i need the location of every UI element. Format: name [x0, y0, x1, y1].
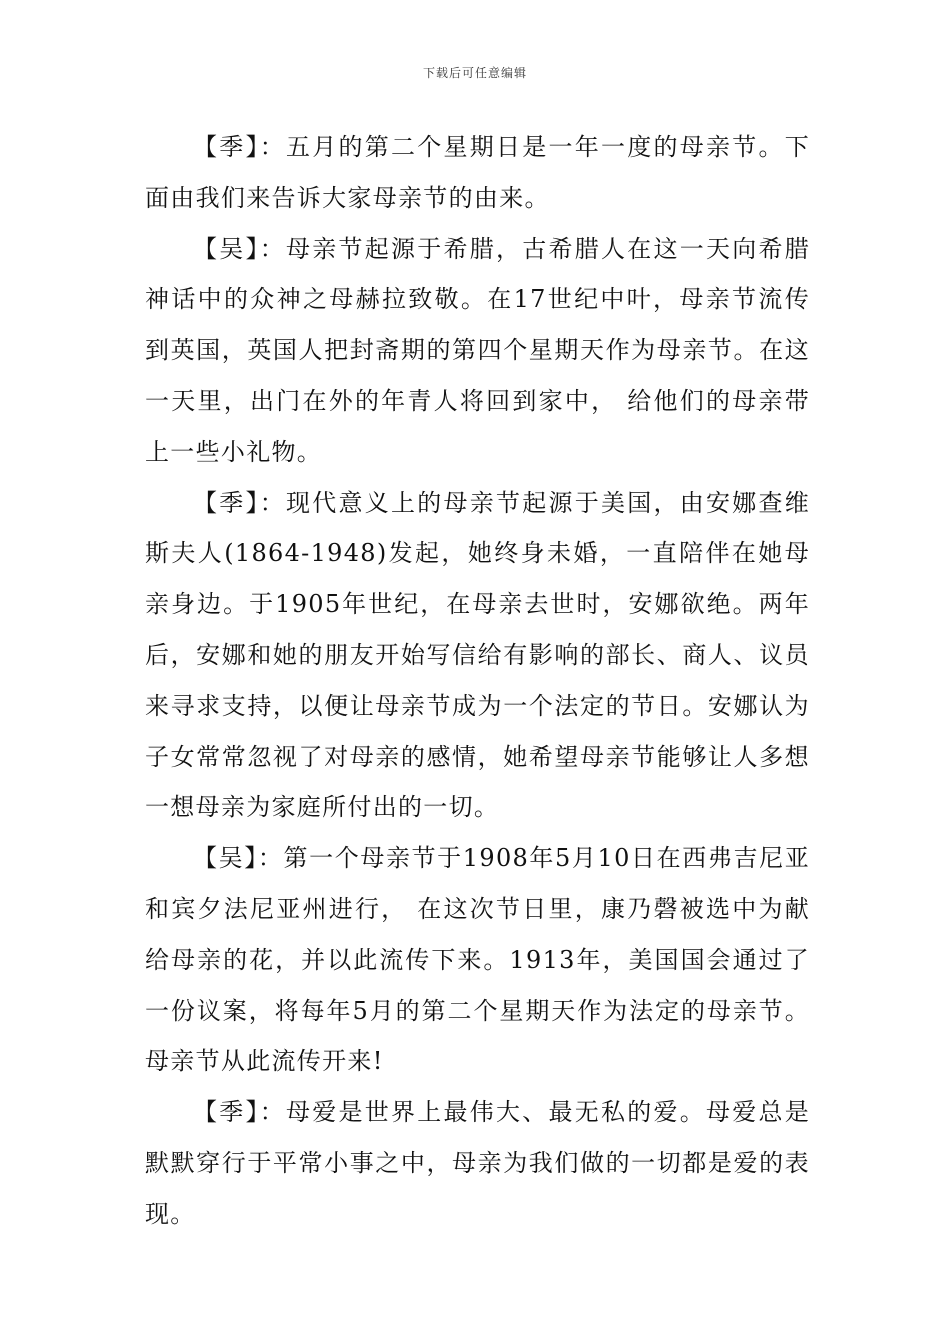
speaker-label: 【季】 [193, 1098, 260, 1127]
page-header: 下载后可任意编辑 [422, 66, 527, 80]
paragraph [145, 833, 810, 1087]
paragraph-text: ：现代意义上的母亲节起源于美国，由安娜查维斯夫人(1864-1948)发起，她终身未婚，一直陪伴在她母亲身边。于1905年世纪，在母亲去世时，安娜欲绝。两年后，安娜和她的朋友开始写信给有影响的部长、商人、议员来寻求支持，以便让母亲节成为一个法定的节日。安娜认为子女常常忽视了对母亲的感情，她希望母亲节能够让人多想一想母亲为家庭所付出的一切。 [145, 488, 810, 822]
paragraph-text: ：母亲节起源于希腊，古希腊人在这一天向希腊神话中的众神之母赫拉致敬。在17世纪中叶，母亲节流传到英国，英国人把封斋期的第四个星期天作为母亲节。在这一天里，出门在外的年青人将回到家中， 给他们的母亲带上一些小礼物。 [145, 234, 810, 466]
speaker-label: 【吴】 [193, 234, 260, 263]
paragraph-text: ：母爱是世界上最伟大、最无私的爱。母爱总是默默穿行于平常小事之中，母亲为我们做的一切都是爱的表现。 [145, 1098, 810, 1228]
speaker-label: 【季】 [193, 488, 260, 517]
paragraph [145, 478, 810, 834]
paragraph [145, 224, 810, 478]
paragraph-text: ：五月的第二个星期日是一年一度的母亲节。下面由我们来告诉大家母亲节的由来。 [145, 133, 810, 212]
paragraph [145, 122, 810, 224]
speaker-label: 【季】 [193, 133, 260, 161]
paragraph-text: ：第一个母亲节于1908年5月10日在西弗吉尼亚和宾夕法尼亚州进行， 在这次节日里，康乃磬被选中为献给母亲的花，并以此流传下来。1913年，美国国会通过了一份议案，将每年5月的第二个星期天作为法定的母亲节。母亲节从此流传开来! [145, 844, 810, 1076]
paragraph [145, 1087, 810, 1239]
script-body [145, 122, 810, 1240]
speaker-label: 【吴】 [193, 844, 258, 873]
